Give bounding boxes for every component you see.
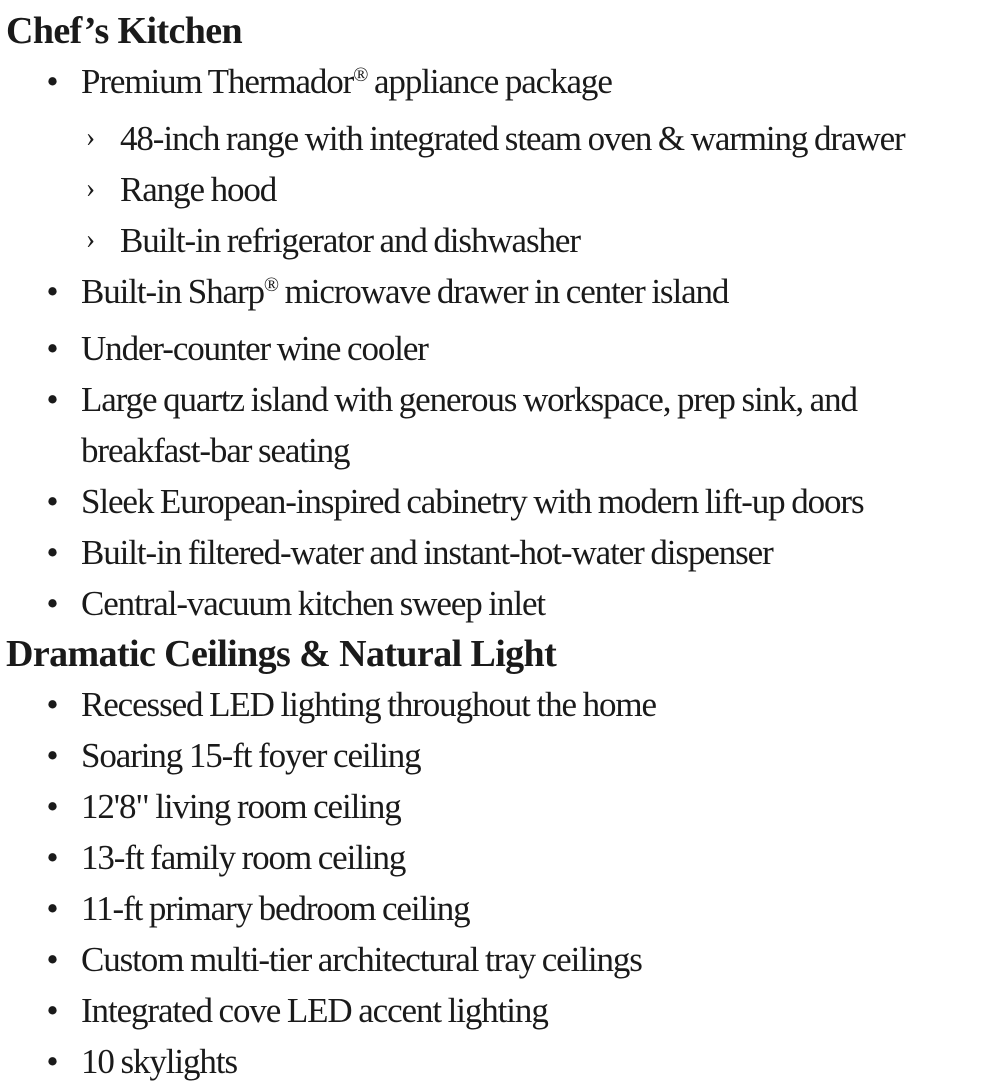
item-text: Soaring 15-ft foyer ceiling <box>81 736 421 775</box>
item-text: Recessed LED lighting throughout the home <box>81 685 656 724</box>
sub-item-range <box>6 113 991 164</box>
list-item-foyer-ceiling <box>6 730 991 781</box>
feature-document <box>6 6 991 1087</box>
item-text: Premium Thermador <box>81 62 354 101</box>
sub-item-text: Range hood <box>120 170 277 209</box>
list-item-thermador <box>6 56 991 113</box>
section-heading-ceilings-light: Dramatic Ceilings & Natural Light <box>6 633 557 675</box>
bullet-icon: • <box>46 329 58 368</box>
bullet-icon: • <box>46 991 58 1030</box>
sub-item-range-hood <box>6 164 991 215</box>
bullet-icon: • <box>46 380 58 419</box>
list-item-quartz-island <box>6 374 971 476</box>
item-text: 13-ft family room ceiling <box>81 838 406 877</box>
bullet-icon: • <box>46 685 58 724</box>
bullet-icon: • <box>46 787 58 826</box>
bullet-icon: • <box>46 584 58 623</box>
list-item-microwave <box>6 266 991 323</box>
item-text: 10 skylights <box>81 1042 237 1081</box>
chevron-right-icon: › <box>85 224 95 255</box>
list-item-recessed-led <box>6 679 991 730</box>
list-item-skylights <box>6 1036 991 1087</box>
bullet-icon: • <box>46 482 58 521</box>
sub-item-fridge-dishwasher <box>6 215 991 266</box>
bullet-icon: • <box>46 62 58 101</box>
list-item-cove-lighting <box>6 985 991 1036</box>
section-heading-chefs-kitchen: Chef’s Kitchen <box>6 10 243 52</box>
bullet-icon: • <box>46 533 58 572</box>
bullet-icon: • <box>46 1042 58 1081</box>
bullet-icon: • <box>46 838 58 877</box>
bullet-icon: • <box>46 889 58 928</box>
item-text: Sleek European-inspired cabinetry with modern lift-up doors <box>81 482 864 521</box>
list-item-bedroom-ceiling <box>6 883 991 934</box>
list-item-tray-ceilings <box>6 934 991 985</box>
list-item-cabinetry <box>6 476 991 527</box>
chevron-right-icon: › <box>85 122 95 153</box>
sub-item-text: Built-in refrigerator and dishwasher <box>120 221 580 260</box>
list-item-water-dispenser <box>6 527 991 578</box>
bullet-icon: • <box>46 736 58 775</box>
item-text: Built-in Sharp <box>81 272 264 311</box>
item-text: 12'8" living room ceiling <box>81 787 401 826</box>
sub-item-text: 48-inch range with integrated steam oven & warming drawer <box>120 119 905 158</box>
registered-mark: ® <box>353 64 368 86</box>
item-text: Integrated cove LED accent lighting <box>81 991 548 1030</box>
list-item-family-room-ceiling <box>6 832 991 883</box>
item-text: 11-ft primary bedroom ceiling <box>81 889 470 928</box>
item-text: Large quartz island with generous workspace, prep sink, and breakfast-bar seating <box>81 380 857 470</box>
item-text: Custom multi-tier architectural tray ceilings <box>81 940 642 979</box>
item-text: Under-counter wine cooler <box>81 329 428 368</box>
item-text: microwave drawer in center island <box>278 272 729 311</box>
registered-mark: ® <box>263 274 279 296</box>
bullet-icon: • <box>46 272 58 311</box>
chevron-right-icon: › <box>85 173 95 204</box>
bullet-icon: • <box>46 940 58 979</box>
list-item-wine-cooler <box>6 323 991 374</box>
list-item-vacuum-inlet <box>6 578 991 629</box>
list-item-living-room-ceiling <box>6 781 991 832</box>
item-text: appliance package <box>367 62 612 101</box>
item-text: Built-in filtered-water and instant-hot-water dispenser <box>81 533 773 572</box>
item-text: Central-vacuum kitchen sweep inlet <box>81 584 546 623</box>
